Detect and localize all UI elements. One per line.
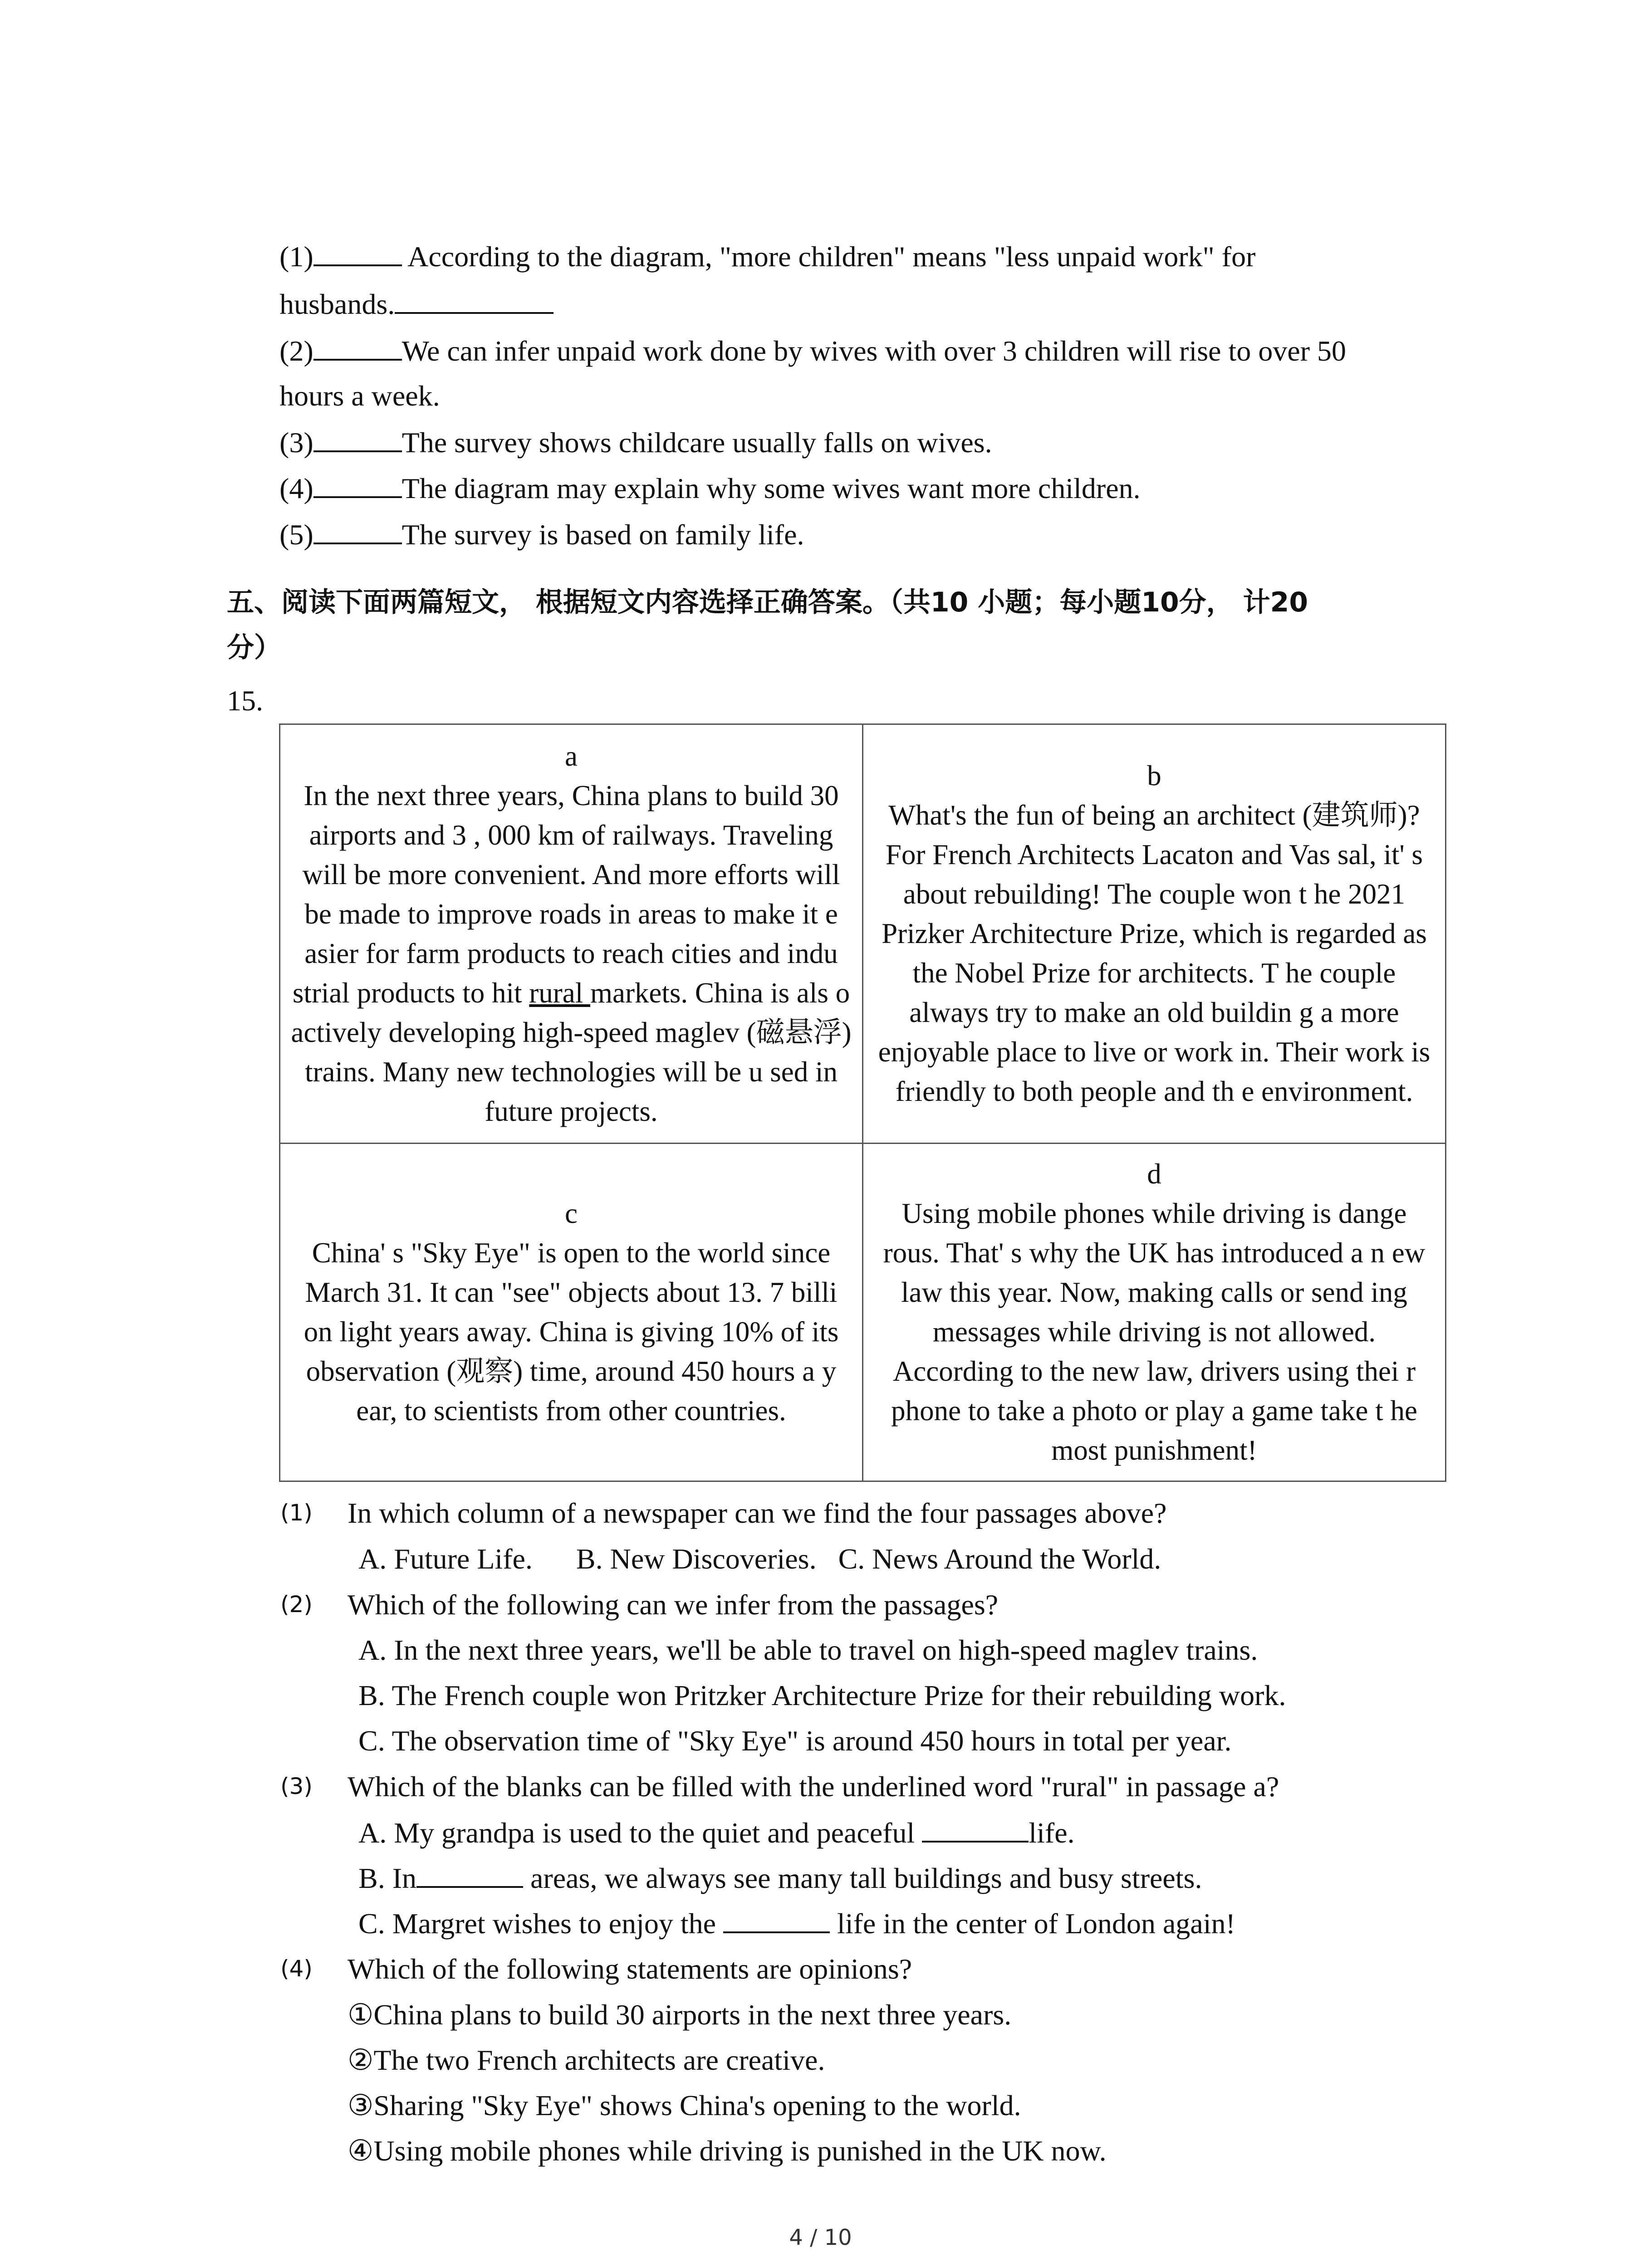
item-text: According to the diagram, "more children" means "less unpaid work" for: [402, 240, 1256, 273]
tf-item-4: [279, 470, 1141, 507]
passage-text: China' s "Sky Eye" is open to the world since March 31. It can "see" objects about 13. 7 billi on light years away. China is giving 10% of its observation (观察) time, around 450 hours a y ear, to scientists from other countries.: [304, 1237, 839, 1427]
option-text: life.: [1029, 1817, 1075, 1849]
option-c[interactable]: [358, 1905, 1235, 1942]
statement-2[interactable]: ②The two French architects are creative.: [348, 2044, 825, 2076]
passage-a: [280, 724, 863, 1144]
question-number: 15.: [227, 684, 263, 717]
question-stem: Which of the following statements are opinions?: [348, 1953, 912, 1985]
item-number: (2): [279, 335, 314, 367]
answer-blank[interactable]: [314, 470, 402, 498]
section-heading-continued: 分）: [227, 632, 281, 664]
question-stem: Which of the following can we infer from the passages?: [348, 1589, 999, 1621]
passage-d: [863, 1144, 1446, 1481]
answer-blank[interactable]: [395, 286, 554, 314]
passage-c: [280, 1144, 863, 1481]
option-a[interactable]: [358, 1814, 1075, 1851]
answer-blank[interactable]: [314, 516, 402, 544]
question-number: (2): [280, 1591, 313, 1618]
tf-item-1: [279, 238, 1255, 275]
statement-4[interactable]: ④Using mobile phones while driving is punished in the UK now.: [348, 2135, 1107, 2167]
tf-item-2-continued: [279, 378, 440, 414]
tf-item-1-continued: [279, 286, 554, 323]
passage-text: What's the fun of being an architect (建筑师)? For French Architects Lacaton and Vas sal, it' s about rebuilding! The couple won t he 2021 Prizker Architecture Prize, which is regarded as the Nobel Prize for architects. T he couple always try to make an old buildin g a more enjoyable place to live or work in. Their work is friendly to both people and th e environment.: [878, 799, 1430, 1107]
option-a[interactable]: A. In the next three years, we'll be able to travel on high-speed maglev trains.: [358, 1634, 1258, 1666]
item-text: husbands.: [279, 288, 395, 320]
item-text: The diagram may explain why some wives want more children.: [402, 472, 1141, 504]
fill-blank[interactable]: [416, 1860, 523, 1888]
passage-text: Using mobile phones while driving is dange rous. That' s why the UK has introduced a n ew law this year. Now, making calls or send ing messages while driving is not allowed. According to the new law, drivers using thei r phone to take a photo or play a game take t he most punishment!: [883, 1198, 1425, 1466]
tf-item-5: [279, 516, 804, 553]
question-number: (3): [280, 1773, 313, 1799]
answer-blank[interactable]: [314, 424, 402, 452]
passages-table: [279, 723, 1446, 1482]
question-number: (4): [280, 1955, 313, 1982]
passage-text: markets. China is als o actively developing high-speed maglev (磁悬浮) trains. Many new technologies will be u sed in future projects.: [291, 977, 852, 1127]
passage-label: a: [565, 740, 578, 772]
question-number: (1): [280, 1500, 313, 1526]
option-text: B. In: [358, 1862, 416, 1894]
item-text: The survey is based on family life.: [402, 518, 804, 551]
passage-b: [863, 724, 1446, 1144]
option-b[interactable]: B. The French couple won Pritzker Architecture Prize for their rebuilding work.: [358, 1679, 1286, 1711]
tf-item-3: [279, 424, 992, 461]
item-text: We can infer unpaid work done by wives with over 3 children will rise to over 50: [402, 335, 1347, 367]
passage-label: d: [1147, 1158, 1161, 1190]
item-text: hours a week.: [279, 380, 440, 412]
item-text: The survey shows childcare usually falls on wives.: [402, 426, 992, 459]
page-number: 4 / 10: [789, 2225, 852, 2250]
question-options[interactable]: A. Future Life. B. New Discoveries. C. News Around the World.: [358, 1543, 1161, 1575]
statement-3[interactable]: ③Sharing "Sky Eye" shows China's opening to the world.: [348, 2089, 1021, 2121]
option-b[interactable]: [358, 1860, 1202, 1897]
passage-label: c: [565, 1198, 578, 1229]
tf-item-2: [279, 332, 1346, 369]
item-number: (1): [279, 240, 314, 273]
item-number: (3): [279, 426, 314, 459]
item-number: (5): [279, 518, 314, 551]
option-text: areas, we always see many tall buildings and busy streets.: [523, 1862, 1202, 1894]
answer-blank[interactable]: [314, 238, 402, 266]
option-text: A. My grandpa is used to the quiet and peaceful: [358, 1817, 922, 1849]
question-stem: In which column of a newspaper can we find the four passages above?: [348, 1497, 1167, 1529]
statement-1[interactable]: ①China plans to build 30 airports in the next three years.: [348, 1999, 1012, 2031]
fill-blank[interactable]: [922, 1814, 1029, 1843]
option-text: C. Margret wishes to enjoy the: [358, 1907, 724, 1940]
fill-blank[interactable]: [723, 1905, 830, 1933]
question-stem: Which of the blanks can be filled with the underlined word "rural" in passage a?: [348, 1770, 1279, 1803]
answer-blank[interactable]: [314, 332, 402, 361]
passage-text: In the next three years, China plans to build 30 airports and 3 , 000 km of railways. Traveling will be more convenient. And more efforts will be made to improve roads in areas to make it e asier for farm products to reach cities and indu strial products to hit: [292, 779, 840, 1009]
passage-label: b: [1147, 760, 1161, 792]
option-c[interactable]: C. The observation time of "Sky Eye" is around 450 hours in total per year.: [358, 1725, 1232, 1757]
option-text: life in the center of London again!: [830, 1907, 1235, 1940]
section-heading: 五、阅读下面两篇短文， 根据短文内容选择正确答案。（共10 小题；每小题10分， 计20: [227, 587, 1308, 618]
underlined-word-rural: rural: [529, 977, 590, 1009]
item-number: (4): [279, 472, 314, 504]
